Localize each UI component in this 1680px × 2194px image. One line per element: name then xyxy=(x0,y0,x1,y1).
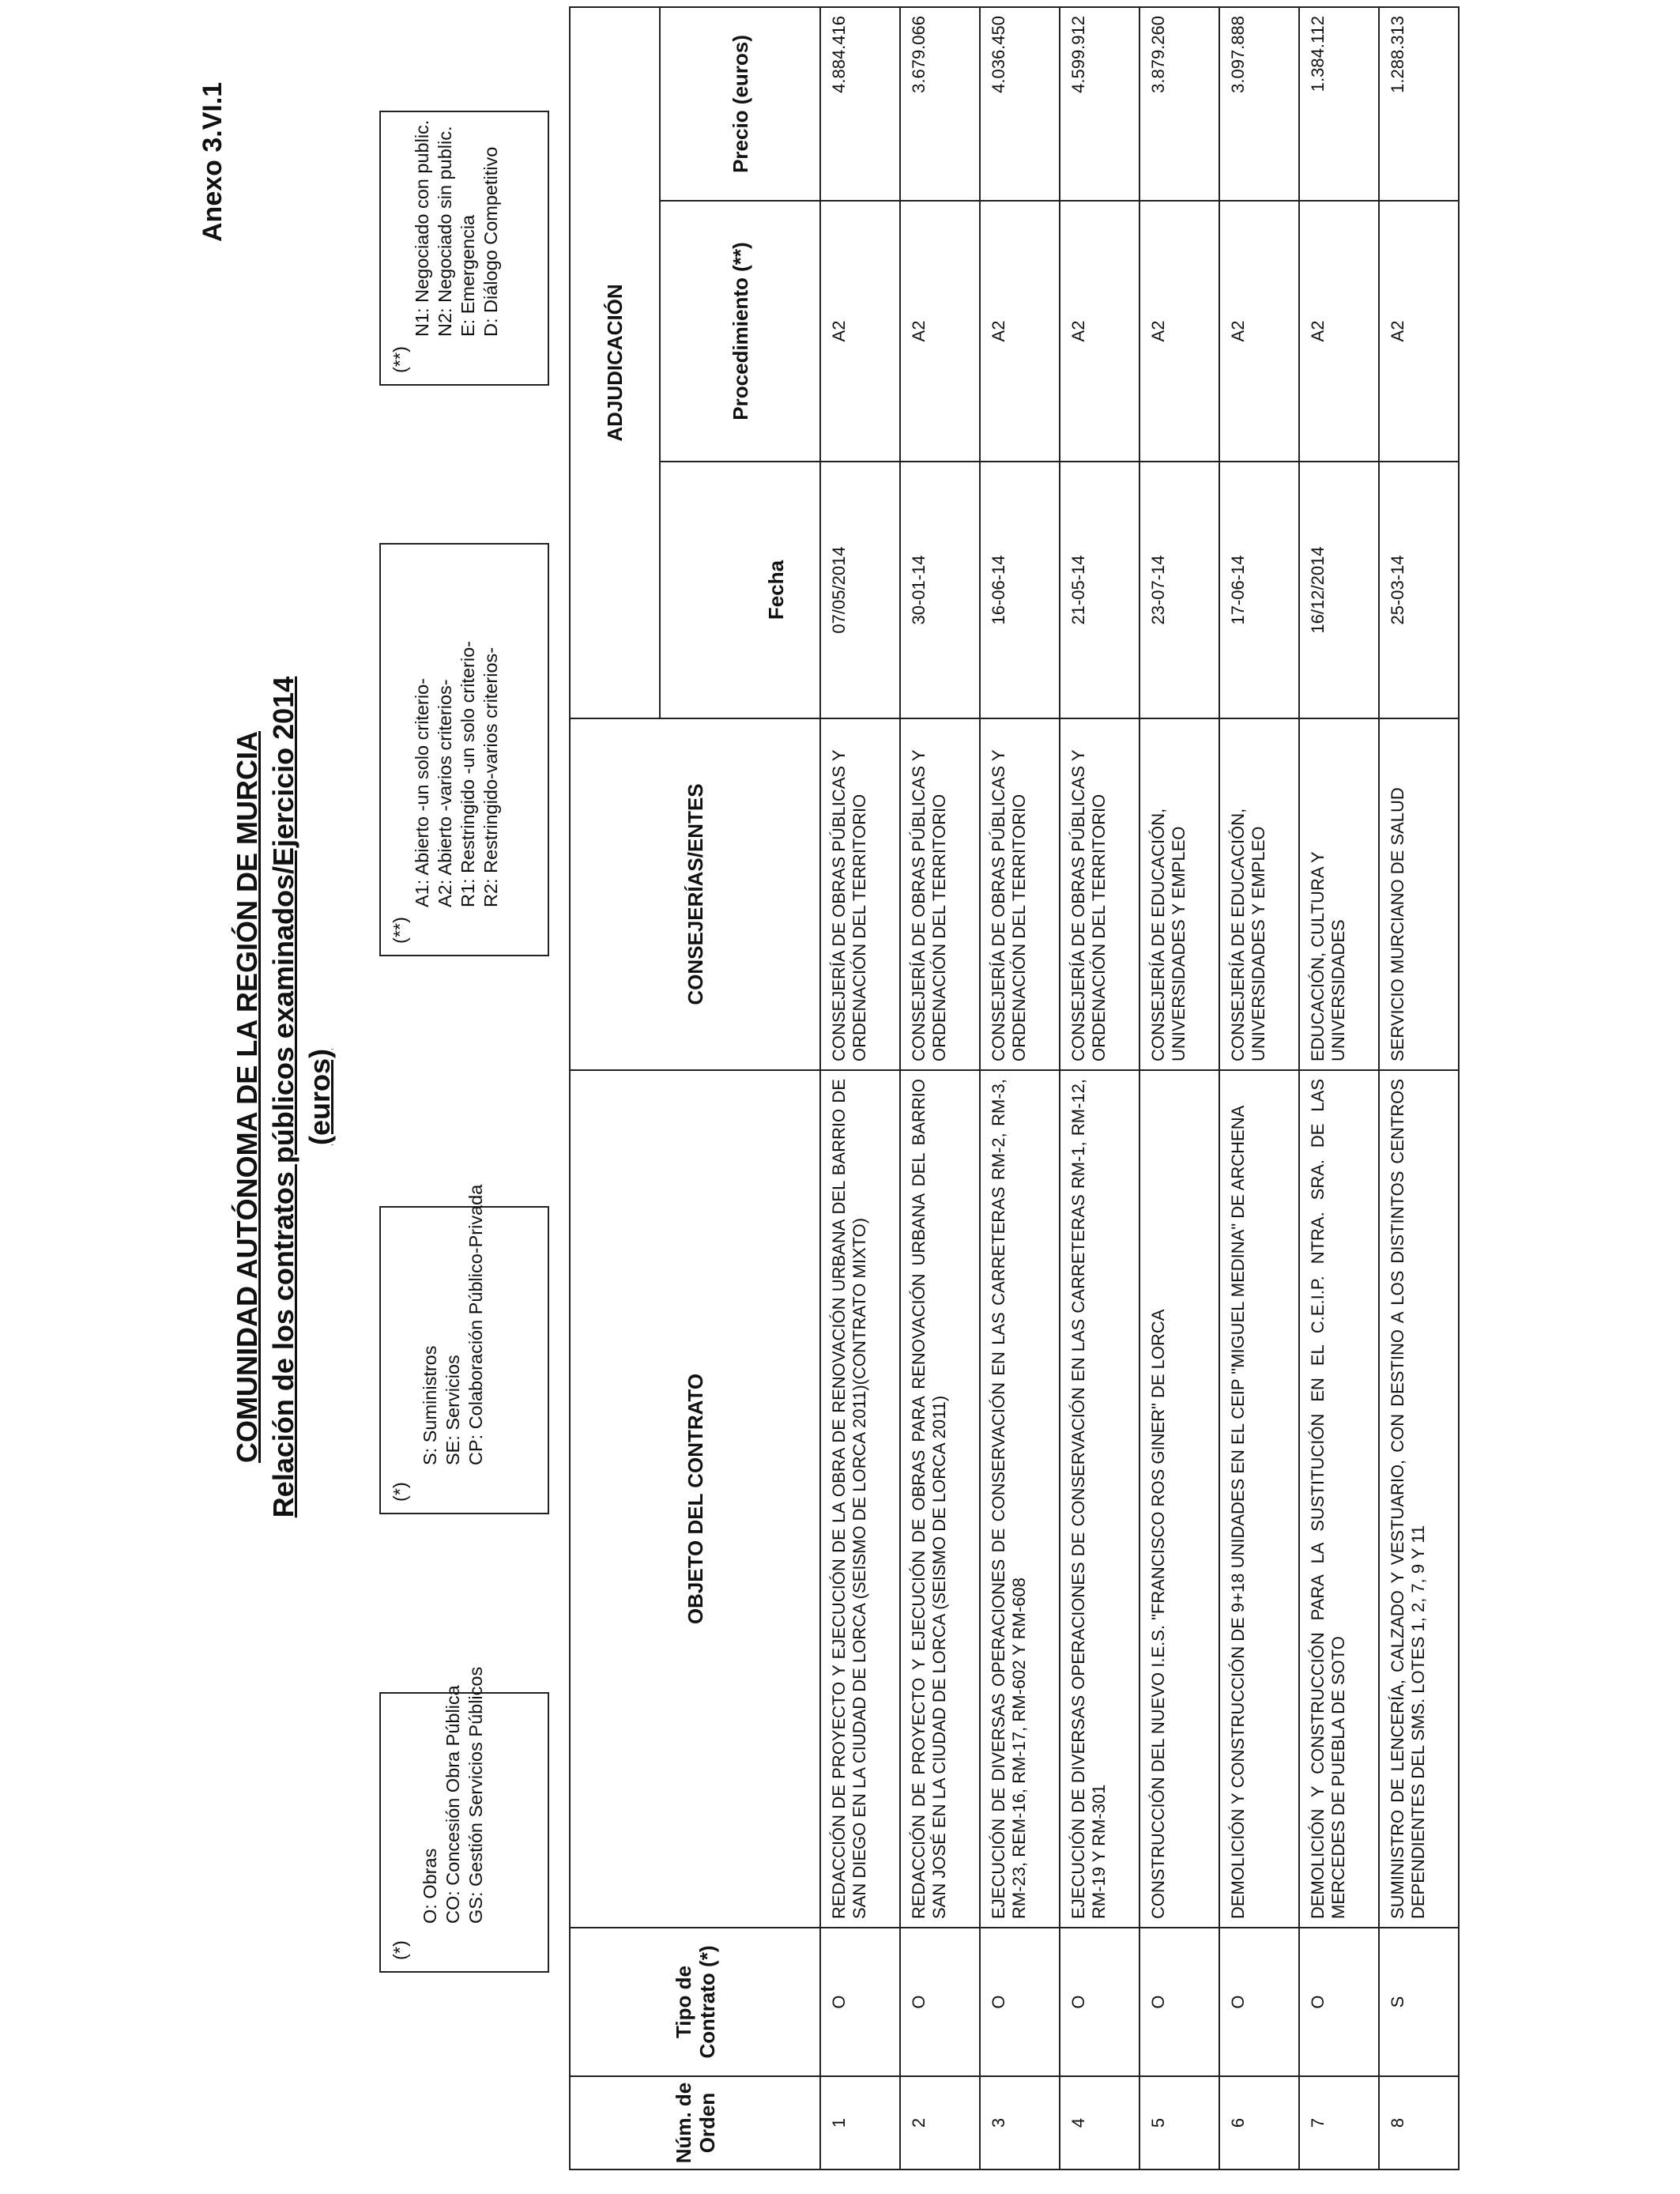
cell-tipo: O xyxy=(1139,1928,1219,2076)
cell-tipo: O xyxy=(980,1928,1060,2076)
header-consejerias: CONSEJERÍAS/ENTES xyxy=(570,718,820,1070)
legend-line: S: Suministros xyxy=(420,1345,440,1465)
cell-tipo: S xyxy=(1379,1928,1459,2076)
legend-line: CO: Concesión Obra Pública xyxy=(443,1685,463,1924)
cell-procedimiento: A2 xyxy=(1060,201,1139,462)
cell-procedimiento: A2 xyxy=(1299,201,1379,462)
legend-mark: (**) xyxy=(390,346,410,373)
cell-tipo: O xyxy=(1299,1928,1379,2076)
legend-line: N1: Negociado con public. xyxy=(412,119,432,337)
cell-fecha: 25-03-14 xyxy=(1379,462,1459,718)
header-procedimiento: Procedimiento (**) xyxy=(660,201,820,462)
legend-mark: (*) xyxy=(390,1482,410,1502)
cell-consejeria: CONSEJERÍA DE OBRAS PÚBLICAS Y ORDENACIÓN DEL TERRITORIO xyxy=(900,718,980,1070)
contracts-table xyxy=(569,6,1460,2170)
title-line-1: COMUNIDAD AUTÓNOMA DE LA REGIÓN DE MURCIA xyxy=(231,731,263,1463)
annex-label: Anexo 3.VI.1 xyxy=(198,81,228,242)
cell-procedimiento: A2 xyxy=(980,201,1060,462)
cell-objeto: SUMINISTRO DE LENCERÍA, CALZADO Y VESTUARIO, CON DESTINO A LOS DISTINTOS CENTROS DEPENDIENTES DEL SMS. LOTES 1, 2, 7, 9 Y 11 xyxy=(1379,1070,1459,1928)
cell-precio: 4.884.416 xyxy=(820,7,900,201)
cell-precio: 4.599.912 xyxy=(1060,7,1139,201)
cell-procedimiento: A2 xyxy=(820,201,900,462)
cell-num: 8 xyxy=(1379,2076,1459,2169)
legend-line: D: Diálogo Competitivo xyxy=(480,146,501,337)
legend-box-contract-types-1 xyxy=(379,1666,549,1973)
cell-precio: 1.384.112 xyxy=(1299,7,1379,201)
cell-fecha: 16/12/2014 xyxy=(1299,462,1379,718)
legend-line: N2: Negociado sin public. xyxy=(435,126,455,337)
legend-line: O: Obras xyxy=(420,1848,440,1924)
cell-objeto: REDACCIÓN DE PROYECTO Y EJECUCIÓN DE LA OBRA DE RENOVACIÓN URBANA DEL BARRIO DE SAN DIEGO EN LA CIUDAD DE LORCA (SEISMO DE LORCA 2011)(CONTRATO MIXTO) xyxy=(820,1070,900,1928)
table-row xyxy=(1299,7,1379,2169)
header-tipo: Tipo de Contrato (*) xyxy=(570,1928,820,2076)
cell-fecha: 23-07-14 xyxy=(1139,462,1219,718)
header-fecha: Fecha xyxy=(660,462,820,718)
legend-line: SE: Servicios xyxy=(443,1355,463,1465)
legend-mark: (*) xyxy=(390,1940,410,1960)
cell-objeto: EJECUCIÓN DE DIVERSAS OPERACIONES DE CONSERVACIÓN EN LAS CARRETERAS RM-2, RM-3, RM-23, REM-16, RM-17, RM-602 Y RM-608 xyxy=(980,1070,1060,1928)
legend-box-procedures-2 xyxy=(379,111,549,386)
cell-fecha: 17-06-14 xyxy=(1219,462,1299,718)
table-row xyxy=(820,7,900,2169)
legend-box-procedures-1 xyxy=(379,543,549,956)
cell-consejeria: CONSEJERÍA DE OBRAS PÚBLICAS Y ORDENACIÓN DEL TERRITORIO xyxy=(980,718,1060,1070)
table-row xyxy=(1379,7,1459,2169)
cell-consejeria: CONSEJERÍA DE OBRAS PÚBLICAS Y ORDENACIÓN DEL TERRITORIO xyxy=(820,718,900,1070)
header-precio: Precio (euros) xyxy=(660,7,820,201)
legend-line: CP: Colaboración Público-Privada xyxy=(465,1184,486,1465)
cell-fecha: 21-05-14 xyxy=(1060,462,1139,718)
legend-line: A1: Abierto -un solo criterio- xyxy=(412,678,432,907)
cell-num: 5 xyxy=(1139,2076,1219,2169)
cell-precio: 3.097.888 xyxy=(1219,7,1299,201)
cell-num: 1 xyxy=(820,2076,900,2169)
header-objeto: OBJETO DEL CONTRATO xyxy=(570,1070,820,1928)
cell-consejeria: CONSEJERÍA DE OBRAS PÚBLICAS Y ORDENACIÓN DEL TERRITORIO xyxy=(1060,718,1139,1070)
legend-line: R2: Restringido-varios criterios- xyxy=(480,647,501,907)
cell-procedimiento: A2 xyxy=(900,201,980,462)
table-row xyxy=(900,7,980,2169)
legend-line: E: Emergencia xyxy=(458,214,478,337)
title-line-2: Relación de los contratos públicos examinados/Ejercicio 2014 xyxy=(267,676,299,1518)
header-num: Núm. de Orden xyxy=(570,2076,820,2169)
legend-line: GS: Gestión Servicios Públicos xyxy=(465,1666,486,1924)
table-row xyxy=(1219,7,1299,2169)
cell-fecha: 30-01-14 xyxy=(900,462,980,718)
cell-consejeria: CONSEJERÍA DE EDUCACIÓN, UNIVERSIDADES Y EMPLEO xyxy=(1219,718,1299,1070)
cell-consejeria: SERVICIO MURCIANO DE SALUD xyxy=(1379,718,1459,1070)
cell-num: 7 xyxy=(1299,2076,1379,2169)
cell-procedimiento: A2 xyxy=(1139,201,1219,462)
cell-consejeria: CONSEJERÍA DE EDUCACIÓN, UNIVERSIDADES Y EMPLEO xyxy=(1139,718,1219,1070)
cell-fecha: 07/05/2014 xyxy=(820,462,900,718)
table-row xyxy=(1139,7,1219,2169)
table-row xyxy=(1060,7,1139,2169)
cell-consejeria: EDUCACIÓN, CULTURA Y UNIVERSIDADES xyxy=(1299,718,1379,1070)
header-adjudicacion: ADJUDICACIÓN xyxy=(570,7,660,718)
cell-objeto: REDACCIÓN DE PROYECTO Y EJECUCIÓN DE OBRAS PARA RENOVACIÓN URBANA DEL BARRIO SAN JOSÉ EN LA CIUDAD DE LORCA (SEISMO DE LORCA 2011) xyxy=(900,1070,980,1928)
cell-precio: 3.679.066 xyxy=(900,7,980,201)
cell-tipo: O xyxy=(1219,1928,1299,2076)
legend-line: A2: Abierto -varios criterios- xyxy=(435,679,455,907)
legend-line: R1: Restringido -un solo criterio- xyxy=(458,641,478,907)
cell-precio: 1.288.313 xyxy=(1379,7,1459,201)
cell-fecha: 16-06-14 xyxy=(980,462,1060,718)
cell-precio: 3.879.260 xyxy=(1139,7,1219,201)
cell-num: 6 xyxy=(1219,2076,1299,2169)
cell-tipo: O xyxy=(900,1928,980,2076)
cell-procedimiento: A2 xyxy=(1219,201,1299,462)
cell-procedimiento: A2 xyxy=(1379,201,1459,462)
cell-objeto: EJECUCIÓN DE DIVERSAS OPERACIONES DE CONSERVACIÓN EN LAS CARRETERAS RM-1, RM-12, RM-19 Y RM-301 xyxy=(1060,1070,1139,1928)
cell-num: 4 xyxy=(1060,2076,1139,2169)
legend-mark: (**) xyxy=(390,917,410,944)
cell-objeto: CONSTRUCCIÓN DEL NUEVO I.E.S. "FRANCISCO ROS GINER" DE LORCA xyxy=(1139,1070,1219,1928)
title-line-3: (euros) xyxy=(303,1049,336,1146)
cell-num: 3 xyxy=(980,2076,1060,2169)
cell-objeto: DEMOLICIÓN Y CONSTRUCCIÓN PARA LA SUSTITUCIÓN EN EL C.E.I.P. NTRA. SRA. DE LAS MERCEDES DE PUEBLA DE SOTO xyxy=(1299,1070,1379,1928)
cell-tipo: O xyxy=(820,1928,900,2076)
table-row xyxy=(980,7,1060,2169)
cell-num: 2 xyxy=(900,2076,980,2169)
cell-precio: 4.036.450 xyxy=(980,7,1060,201)
legend-box-contract-types-2 xyxy=(379,1184,549,1514)
cell-tipo: O xyxy=(1060,1928,1139,2076)
cell-objeto: DEMOLICIÓN Y CONSTRUCCIÓN DE 9+18 UNIDADES EN EL CEIP "MIGUEL MEDINA" DE ARCHENA xyxy=(1219,1070,1299,1928)
